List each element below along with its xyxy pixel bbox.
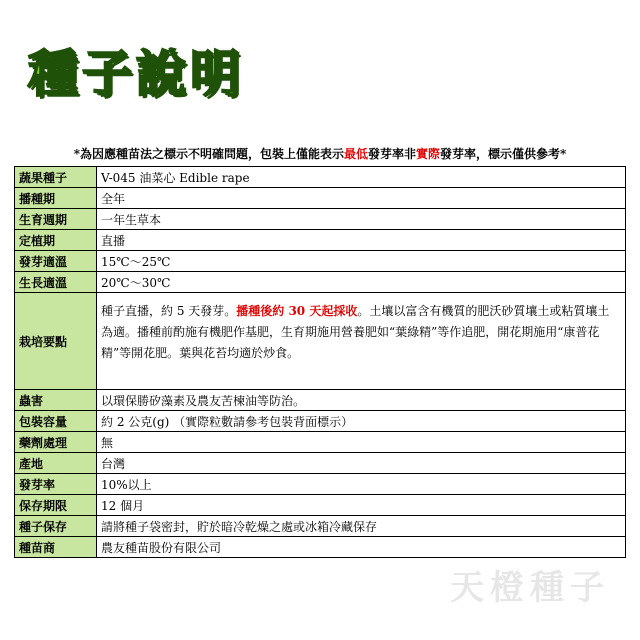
notice-highlight-actual: 實際 <box>416 147 441 161</box>
row-value-cultivation <box>97 293 626 390</box>
table-row <box>15 272 626 293</box>
row-value: 台灣 <box>97 453 626 474</box>
table-row <box>15 411 626 432</box>
row-value: 20℃～30℃ <box>97 272 626 293</box>
notice-prefix: *為因應種苗法之標示不明確問題，包裝上僅能表示 <box>73 147 344 161</box>
row-value: 直播 <box>97 230 626 251</box>
row-value: 全年 <box>97 188 626 209</box>
notice-middle: 發芽率非 <box>367 147 416 161</box>
page-title: 種子說明 <box>28 45 244 103</box>
row-value: 15℃～25℃ <box>97 251 626 272</box>
row-value: 農友種苗股份有限公司 <box>97 537 626 558</box>
row-value: 約 2 公克(g) （實際粒數請參考包裝背面標示） <box>97 411 626 432</box>
table-row <box>15 495 626 516</box>
row-label: 產地 <box>15 453 97 474</box>
cultivation-text-pre: 種子直播，約 5 天發芽。 <box>101 304 237 318</box>
watermark: 天橙種子 <box>450 568 610 608</box>
table-row <box>15 432 626 453</box>
row-value: 12 個月 <box>97 495 626 516</box>
table-row <box>15 293 626 390</box>
notice-line <box>14 145 626 162</box>
notice-highlight-lowest: 最低 <box>343 147 368 161</box>
row-label: 播種期 <box>15 188 97 209</box>
row-label: 生長適溫 <box>15 272 97 293</box>
row-label: 定植期 <box>15 230 97 251</box>
row-label: 保存期限 <box>15 495 97 516</box>
row-label: 藥劑處理 <box>15 432 97 453</box>
row-value: V-045 油菜心 Edible rape <box>97 167 626 188</box>
row-label: 栽培要點 <box>15 293 97 390</box>
row-label: 種子保存 <box>15 516 97 537</box>
row-value: 無 <box>97 432 626 453</box>
table-row <box>15 474 626 495</box>
row-value: 請將種子袋密封，貯於暗冷乾燥之處或冰箱冷藏保存 <box>97 516 626 537</box>
row-label: 種苗商 <box>15 537 97 558</box>
cultivation-text-post: 。土壤以富含有機質的肥沃砂質壤土或粘質壤土為適。播種前酌施有機肥作基肥，生育期施用營養肥如“葉綠精”等作追肥，開花期施用“康普花精”等開花肥。葉與花苔均適於炒食。 <box>101 304 610 360</box>
row-label: 蔬果種子 <box>15 167 97 188</box>
table-row <box>15 251 626 272</box>
seed-spec-table <box>14 166 626 558</box>
table-row <box>15 167 626 188</box>
row-label: 生育週期 <box>15 209 97 230</box>
cultivation-harvest-highlight: 播種後約 30 天起採收 <box>236 304 358 318</box>
table-row <box>15 188 626 209</box>
table-row <box>15 390 626 411</box>
table-row <box>15 537 626 558</box>
table-row <box>15 453 626 474</box>
row-label: 包裝容量 <box>15 411 97 432</box>
row-label: 發芽適溫 <box>15 251 97 272</box>
notice-suffix: 發芽率，標示僅供參考* <box>440 147 567 161</box>
row-label: 發芽率 <box>15 474 97 495</box>
table-row <box>15 209 626 230</box>
row-value: 一年生草本 <box>97 209 626 230</box>
row-value: 10%以上 <box>97 474 626 495</box>
row-label: 蟲害 <box>15 390 97 411</box>
row-value: 以環保勝矽藻素及農友苦楝油等防治。 <box>97 390 626 411</box>
table-row <box>15 230 626 251</box>
table-row <box>15 516 626 537</box>
